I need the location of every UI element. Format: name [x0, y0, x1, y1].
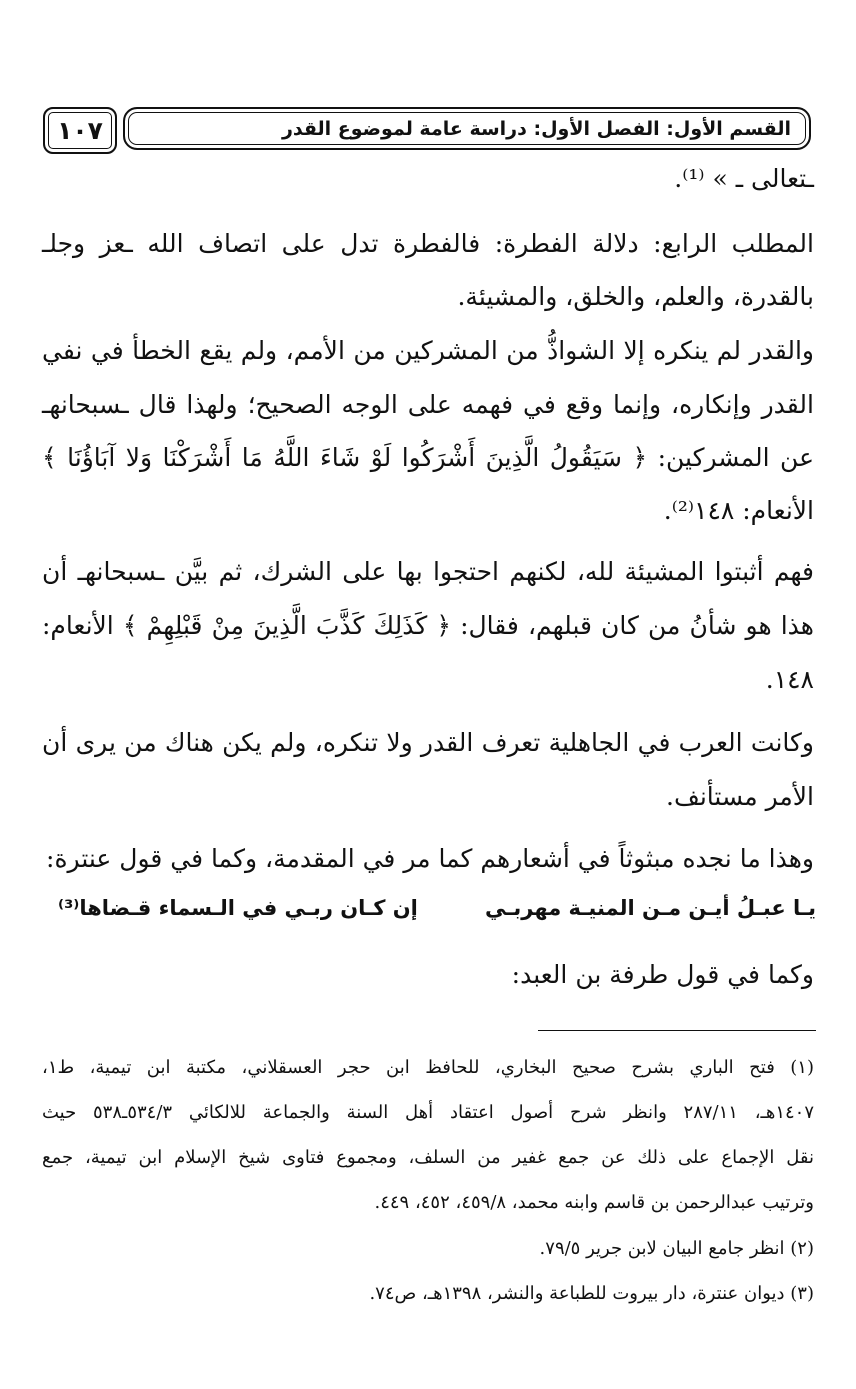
section-heading-line: المطلب الرابع: دلالة الفطرة: فالفطرة تدل على اتصاف الله ـعز وجلـ: [42, 229, 814, 258]
quran-verse-line: هذا هو شأنُ من كان قبلهم، فقال: ﴿ كَذَلِكَ كَذَّبَ الَّذِينَ مِنْ قَبْلِهِمْ ﴾ الأنعام:: [42, 611, 814, 640]
quran-verse-line: عن المشركين: ﴿ سَيَقُولُ الَّذِينَ أَشْرَكُوا لَوْ شَاءَ اللَّهُ مَا أَشْرَكْنَا وَلا آبَاؤُنَا ﴾: [42, 443, 814, 472]
footnote-line: (٢) انظر جامع البيان لابن جرير ٧٩/٥.: [539, 1238, 814, 1259]
text-line: ـتعالى ـ » ⁽¹⁾.: [674, 164, 814, 193]
text-line: ١٤٨.: [765, 665, 814, 694]
text-line: القدر وإنكاره، وإنما وقع في فهمه على الوجه الصحيح؛ ولهذا قال ـسبحانهـ: [42, 390, 814, 419]
footnote-line: نقل الإجماع على ذلك عن جمع غفير من السلف، ومجموع فتاوى شيخ الإسلام ابن تيمية، جمع: [42, 1147, 814, 1168]
page-number: ١٠٧: [43, 107, 117, 154]
text-line: وكما في قول طرفة بن العبد:: [511, 960, 814, 989]
footnote-line: (١) فتح الباري بشرح صحيح البخاري، للحافظ ابن حجر العسقلاني، مكتبة ابن تيمية، ط١،: [42, 1057, 814, 1078]
text-line: الأنعام: ١٤٨⁽²⁾.: [663, 496, 814, 525]
text-line: بالقدرة، والعلم، والخلق، والمشيئة.: [457, 282, 814, 311]
text-line: فهم أثبتوا المشيئة لله، لكنهم احتجوا بها على الشرك، ثم بيَّن ـسبحانهـ أن: [42, 557, 814, 586]
running-title: القسم الأول: الفصل الأول: دراسة عامة لموضوع القدر: [123, 107, 811, 150]
page-header: [43, 107, 815, 152]
poetry-verse: [58, 890, 816, 934]
footnote-line: (٣) ديوان عنترة، دار بيروت للطباعة والنشر، ١٣٩٨هـ، ص٧٤.: [369, 1283, 814, 1304]
verse-first-hemistich: يـا عبـلُ أيـن مـن المنيـة مهربـي: [484, 896, 816, 920]
footnote-line: وترتيب عبدالرحمن بن قاسم وابنه محمد، ٤٥٩/٨، ٤٥٢، ٤٤٩.: [374, 1192, 814, 1213]
text-line: وكانت العرب في الجاهلية تعرف القدر ولا تنكره، ولم يكن هناك من يرى أن: [42, 728, 814, 757]
text-line: الأمر مستأنف.: [666, 782, 814, 811]
footnote-line: ١٤٠٧هـ، ٢٨٧/١١ وانظر شرح أصول اعتقاد أهل السنة والجماعة للالكائي ٥٣٤/٣ـ٥٣٨ حيث: [42, 1102, 814, 1123]
verse-second-hemistich: إن كـان ربـي في الـسماء قـضاها⁽³⁾: [58, 896, 418, 920]
text-line: والقدر لم ينكره إلا الشواذُّ من المشركين من الأمم، ولم يقع الخطأ في نفي: [42, 336, 814, 365]
text-line: وهذا ما نجده مبثوثاً في أشعارهم كما مر في المقدمة، وكما في قول عنترة:: [46, 844, 814, 873]
footnote-separator: [538, 1030, 816, 1031]
